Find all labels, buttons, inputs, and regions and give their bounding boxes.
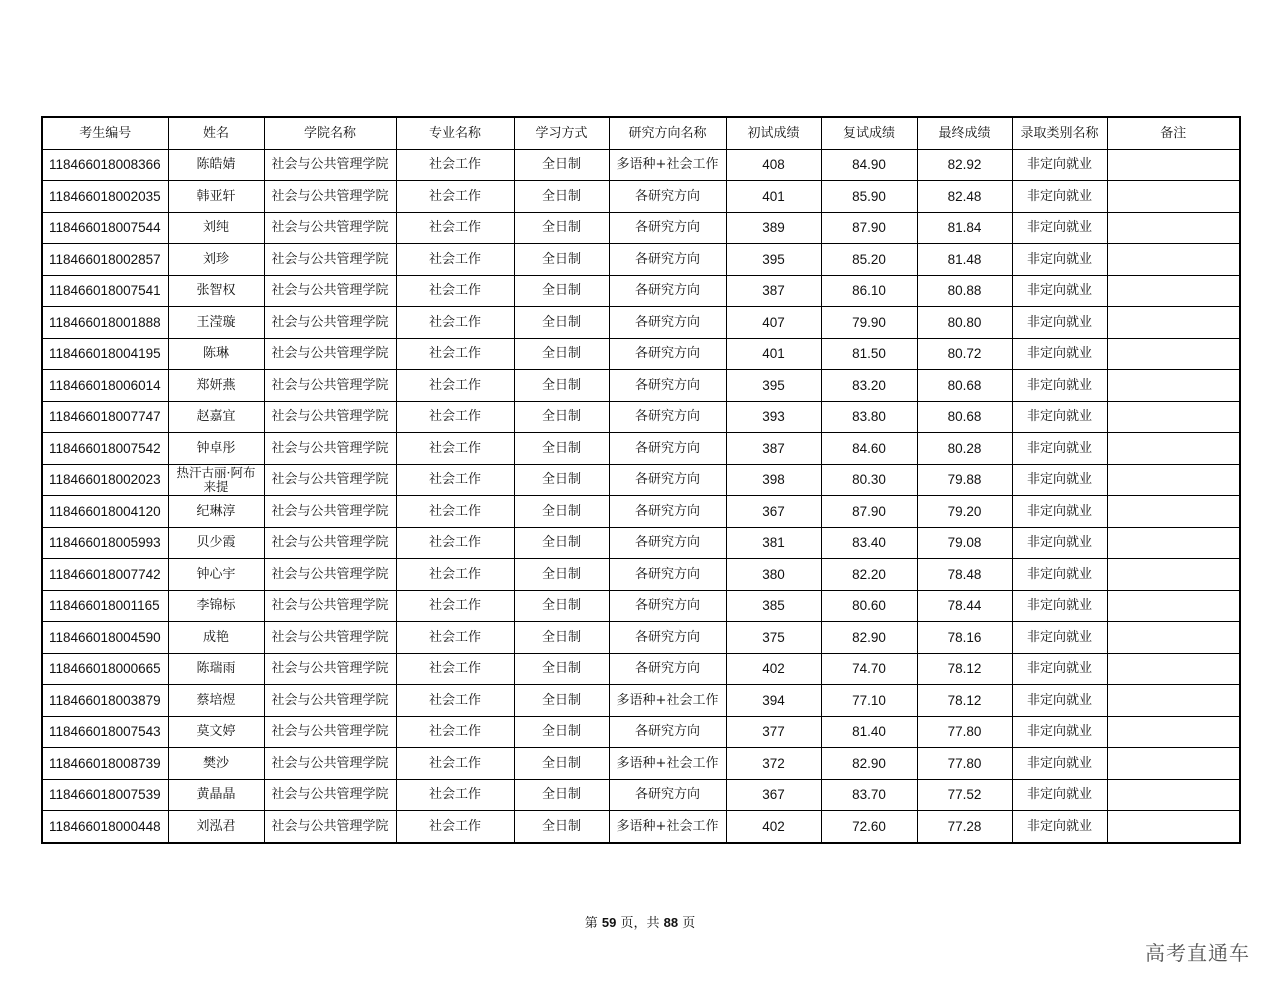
table-cell: 刘珍 <box>168 244 264 276</box>
table-cell: 87.90 <box>821 212 917 244</box>
table-cell: 118466018007541 <box>42 275 168 307</box>
table-cell: 社会工作 <box>396 559 514 591</box>
table-cell: 社会工作 <box>396 433 514 465</box>
table-cell: 刘纯 <box>168 212 264 244</box>
table-cell <box>1107 338 1240 370</box>
table-row <box>42 590 1240 622</box>
table-cell: 408 <box>726 149 821 181</box>
table-cell: 82.20 <box>821 559 917 591</box>
table-cell: 社会工作 <box>396 401 514 433</box>
footer-middle: 页，共 <box>620 916 660 931</box>
table-cell <box>1107 370 1240 402</box>
table-cell: 80.72 <box>917 338 1012 370</box>
table-cell: 118466018000448 <box>42 811 168 843</box>
table-cell: 社会工作 <box>396 181 514 213</box>
table-row <box>42 685 1240 717</box>
table-cell <box>1107 307 1240 339</box>
table-cell: 78.12 <box>917 653 1012 685</box>
table-cell: 非定向就业 <box>1012 685 1107 717</box>
table-cell: 社会与公共管理学院 <box>264 496 396 528</box>
table-cell: 社会与公共管理学院 <box>264 433 396 465</box>
table-cell: 全日制 <box>514 307 609 339</box>
table-cell: 非定向就业 <box>1012 244 1107 276</box>
table-cell: 非定向就业 <box>1012 590 1107 622</box>
table-cell: 380 <box>726 559 821 591</box>
table-cell: 社会工作 <box>396 464 514 496</box>
table-cell: 79.08 <box>917 527 1012 559</box>
table-row <box>42 527 1240 559</box>
table-row <box>42 181 1240 213</box>
table-cell: 80.80 <box>917 307 1012 339</box>
column-header: 最终成绩 <box>917 117 1012 149</box>
column-header: 专业名称 <box>396 117 514 149</box>
table-cell: 社会工作 <box>396 653 514 685</box>
table-cell: 社会与公共管理学院 <box>264 307 396 339</box>
table-row <box>42 275 1240 307</box>
table-row <box>42 338 1240 370</box>
table-cell: 各研究方向 <box>609 338 726 370</box>
table-cell: 多语种+社会工作 <box>609 748 726 780</box>
table-cell <box>1107 181 1240 213</box>
table-cell: 非定向就业 <box>1012 622 1107 654</box>
table-body <box>42 149 1240 843</box>
table-cell: 非定向就业 <box>1012 307 1107 339</box>
table-cell: 非定向就业 <box>1012 653 1107 685</box>
table-cell: 389 <box>726 212 821 244</box>
table-cell: 118466018006014 <box>42 370 168 402</box>
table-cell: 社会与公共管理学院 <box>264 275 396 307</box>
table-cell: 375 <box>726 622 821 654</box>
table-cell: 非定向就业 <box>1012 464 1107 496</box>
table-cell: 全日制 <box>514 401 609 433</box>
table-cell: 社会与公共管理学院 <box>264 748 396 780</box>
table-cell: 81.48 <box>917 244 1012 276</box>
table-cell: 79.20 <box>917 496 1012 528</box>
total-page-number: 88 <box>663 915 679 930</box>
footer-prefix: 第 <box>584 916 598 931</box>
table-cell: 118466018004590 <box>42 622 168 654</box>
table-cell: 赵嘉宜 <box>168 401 264 433</box>
table-cell: 全日制 <box>514 149 609 181</box>
table-cell: 118466018007742 <box>42 559 168 591</box>
table-cell: 83.80 <box>821 401 917 433</box>
table-cell: 社会工作 <box>396 685 514 717</box>
table-cell: 社会与公共管理学院 <box>264 149 396 181</box>
table-cell: 402 <box>726 653 821 685</box>
table-cell <box>1107 653 1240 685</box>
table-cell: 85.20 <box>821 244 917 276</box>
table-cell: 各研究方向 <box>609 653 726 685</box>
table-cell <box>1107 149 1240 181</box>
table-cell: 成艳 <box>168 622 264 654</box>
table-header-row <box>42 117 1240 149</box>
table-cell: 非定向就业 <box>1012 401 1107 433</box>
table-cell: 非定向就业 <box>1012 338 1107 370</box>
table-cell: 非定向就业 <box>1012 716 1107 748</box>
table-cell: 纪琳淳 <box>168 496 264 528</box>
table-cell: 各研究方向 <box>609 496 726 528</box>
table-cell: 78.48 <box>917 559 1012 591</box>
table-cell: 全日制 <box>514 622 609 654</box>
table-cell: 社会与公共管理学院 <box>264 779 396 811</box>
table-cell: 社会工作 <box>396 370 514 402</box>
table-cell: 非定向就业 <box>1012 811 1107 843</box>
table-row <box>42 149 1240 181</box>
table-cell <box>1107 433 1240 465</box>
table-cell: 80.28 <box>917 433 1012 465</box>
column-header: 学院名称 <box>264 117 396 149</box>
table-cell: 全日制 <box>514 496 609 528</box>
table-cell: 陈瑞雨 <box>168 653 264 685</box>
table-cell: 118466018007747 <box>42 401 168 433</box>
table-cell: 82.92 <box>917 149 1012 181</box>
table-cell: 李锦标 <box>168 590 264 622</box>
table-cell: 非定向就业 <box>1012 496 1107 528</box>
table-cell: 395 <box>726 244 821 276</box>
table-cell: 82.90 <box>821 748 917 780</box>
table-cell: 社会与公共管理学院 <box>264 401 396 433</box>
table-cell: 社会与公共管理学院 <box>264 338 396 370</box>
table-cell: 全日制 <box>514 685 609 717</box>
table-cell: 各研究方向 <box>609 401 726 433</box>
table-cell <box>1107 401 1240 433</box>
table-cell: 非定向就业 <box>1012 181 1107 213</box>
table-cell: 非定向就业 <box>1012 748 1107 780</box>
table-cell: 367 <box>726 779 821 811</box>
table-cell: 82.90 <box>821 622 917 654</box>
table-cell: 387 <box>726 433 821 465</box>
table-row <box>42 622 1240 654</box>
table-cell: 74.70 <box>821 653 917 685</box>
table-cell: 118466018008366 <box>42 149 168 181</box>
column-header: 考生编号 <box>42 117 168 149</box>
table-row <box>42 811 1240 843</box>
table-cell: 77.80 <box>917 716 1012 748</box>
table-cell: 72.60 <box>821 811 917 843</box>
table-row <box>42 244 1240 276</box>
table-cell: 118466018007542 <box>42 433 168 465</box>
column-header: 备注 <box>1107 117 1240 149</box>
column-header: 录取类别名称 <box>1012 117 1107 149</box>
table-cell: 各研究方向 <box>609 559 726 591</box>
table-cell <box>1107 275 1240 307</box>
table-cell: 各研究方向 <box>609 244 726 276</box>
table-cell: 118466018008739 <box>42 748 168 780</box>
table-cell: 陈琳 <box>168 338 264 370</box>
table-cell: 118466018002023 <box>42 464 168 496</box>
table-cell <box>1107 685 1240 717</box>
table-cell: 黄晶晶 <box>168 779 264 811</box>
table-cell: 80.68 <box>917 401 1012 433</box>
table-cell: 78.12 <box>917 685 1012 717</box>
table-cell: 韩亚轩 <box>168 181 264 213</box>
table-row <box>42 748 1240 780</box>
table-cell: 86.10 <box>821 275 917 307</box>
table-cell: 钟卓彤 <box>168 433 264 465</box>
table-cell: 全日制 <box>514 653 609 685</box>
table-cell: 全日制 <box>514 464 609 496</box>
table-cell: 社会与公共管理学院 <box>264 559 396 591</box>
table-cell: 全日制 <box>514 590 609 622</box>
table-row <box>42 370 1240 402</box>
table-cell: 367 <box>726 496 821 528</box>
table-cell: 各研究方向 <box>609 622 726 654</box>
table-cell <box>1107 244 1240 276</box>
table-cell: 贝少霞 <box>168 527 264 559</box>
table-cell: 社会工作 <box>396 748 514 780</box>
table-cell <box>1107 527 1240 559</box>
table-cell: 各研究方向 <box>609 212 726 244</box>
table-row <box>42 307 1240 339</box>
table-cell: 各研究方向 <box>609 181 726 213</box>
table-cell: 77.52 <box>917 779 1012 811</box>
table-cell: 全日制 <box>514 433 609 465</box>
table-row <box>42 433 1240 465</box>
table-cell: 84.90 <box>821 149 917 181</box>
table-cell: 83.20 <box>821 370 917 402</box>
table-cell: 全日制 <box>514 527 609 559</box>
table-cell: 83.40 <box>821 527 917 559</box>
table-cell: 莫文婷 <box>168 716 264 748</box>
admission-table <box>41 116 1241 844</box>
table-cell: 77.80 <box>917 748 1012 780</box>
table-cell: 407 <box>726 307 821 339</box>
table-cell: 118466018002857 <box>42 244 168 276</box>
table-cell: 78.16 <box>917 622 1012 654</box>
table-cell: 80.68 <box>917 370 1012 402</box>
table-cell: 各研究方向 <box>609 590 726 622</box>
table-cell: 全日制 <box>514 748 609 780</box>
table-cell: 社会工作 <box>396 779 514 811</box>
table-cell: 全日制 <box>514 275 609 307</box>
column-header: 研究方向名称 <box>609 117 726 149</box>
table-cell: 多语种+社会工作 <box>609 685 726 717</box>
page-footer <box>0 912 1280 931</box>
table-cell <box>1107 212 1240 244</box>
table-cell: 118466018007543 <box>42 716 168 748</box>
table-row <box>42 464 1240 496</box>
table-cell: 118466018004195 <box>42 338 168 370</box>
table-cell: 377 <box>726 716 821 748</box>
table-cell: 118466018002035 <box>42 181 168 213</box>
table-cell: 全日制 <box>514 212 609 244</box>
table-cell: 各研究方向 <box>609 464 726 496</box>
table-cell <box>1107 716 1240 748</box>
table-cell <box>1107 622 1240 654</box>
table-cell: 全日制 <box>514 338 609 370</box>
table-cell: 各研究方向 <box>609 527 726 559</box>
table-cell: 81.40 <box>821 716 917 748</box>
table-cell: 118466018003879 <box>42 685 168 717</box>
table-cell: 王滢璇 <box>168 307 264 339</box>
table-cell: 78.44 <box>917 590 1012 622</box>
watermark-text: 高考直通车 <box>1145 941 1250 965</box>
table-cell: 社会工作 <box>396 338 514 370</box>
column-header: 初试成绩 <box>726 117 821 149</box>
table-cell: 非定向就业 <box>1012 275 1107 307</box>
footer-suffix: 页 <box>682 916 696 931</box>
table-row <box>42 779 1240 811</box>
table-cell: 80.60 <box>821 590 917 622</box>
table-cell: 118466018000665 <box>42 653 168 685</box>
current-page-number: 59 <box>601 915 617 930</box>
table-cell: 非定向就业 <box>1012 779 1107 811</box>
table-cell: 社会与公共管理学院 <box>264 590 396 622</box>
table-cell: 81.50 <box>821 338 917 370</box>
table-cell: 各研究方向 <box>609 307 726 339</box>
table-cell: 社会工作 <box>396 622 514 654</box>
table-cell: 刘泓君 <box>168 811 264 843</box>
table-cell <box>1107 464 1240 496</box>
table-cell: 社会工作 <box>396 811 514 843</box>
table-row <box>42 653 1240 685</box>
table-cell: 各研究方向 <box>609 433 726 465</box>
table-cell: 陈皓婧 <box>168 149 264 181</box>
table-cell: 79.90 <box>821 307 917 339</box>
column-header: 复试成绩 <box>821 117 917 149</box>
table-cell: 全日制 <box>514 811 609 843</box>
table-row <box>42 401 1240 433</box>
table-cell: 401 <box>726 338 821 370</box>
table-row <box>42 212 1240 244</box>
table-cell: 社会与公共管理学院 <box>264 653 396 685</box>
table-row <box>42 559 1240 591</box>
table-cell: 394 <box>726 685 821 717</box>
table-cell: 118466018004120 <box>42 496 168 528</box>
table-cell: 社会工作 <box>396 590 514 622</box>
table-cell: 社会工作 <box>396 496 514 528</box>
table-cell: 社会工作 <box>396 212 514 244</box>
table-cell: 社会工作 <box>396 149 514 181</box>
table-cell: 樊沙 <box>168 748 264 780</box>
table-cell: 各研究方向 <box>609 779 726 811</box>
table-cell: 社会与公共管理学院 <box>264 811 396 843</box>
table-cell: 社会与公共管理学院 <box>264 370 396 402</box>
table-cell: 83.70 <box>821 779 917 811</box>
table-cell: 全日制 <box>514 559 609 591</box>
table-cell: 118466018001165 <box>42 590 168 622</box>
table-cell: 全日制 <box>514 779 609 811</box>
column-header: 学习方式 <box>514 117 609 149</box>
table-cell: 社会与公共管理学院 <box>264 622 396 654</box>
table-cell: 社会工作 <box>396 527 514 559</box>
table-cell: 社会与公共管理学院 <box>264 685 396 717</box>
table-cell: 381 <box>726 527 821 559</box>
table-cell <box>1107 590 1240 622</box>
table-cell <box>1107 748 1240 780</box>
table-cell: 77.28 <box>917 811 1012 843</box>
table-cell: 非定向就业 <box>1012 370 1107 402</box>
table-cell: 社会与公共管理学院 <box>264 244 396 276</box>
table-cell: 社会与公共管理学院 <box>264 716 396 748</box>
table-cell: 87.90 <box>821 496 917 528</box>
table-cell: 热汗古丽·阿布来提 <box>168 464 264 496</box>
table-cell: 各研究方向 <box>609 716 726 748</box>
table-cell: 全日制 <box>514 244 609 276</box>
table-cell: 402 <box>726 811 821 843</box>
table-cell: 全日制 <box>514 716 609 748</box>
table-cell: 85.90 <box>821 181 917 213</box>
table-cell: 社会与公共管理学院 <box>264 464 396 496</box>
table-cell: 393 <box>726 401 821 433</box>
table-cell: 社会工作 <box>396 275 514 307</box>
table-cell: 372 <box>726 748 821 780</box>
table-cell: 77.10 <box>821 685 917 717</box>
table-cell: 社会工作 <box>396 716 514 748</box>
table-cell <box>1107 559 1240 591</box>
table-cell: 80.88 <box>917 275 1012 307</box>
table-cell: 张智权 <box>168 275 264 307</box>
table-cell: 非定向就业 <box>1012 433 1107 465</box>
table-cell <box>1107 811 1240 843</box>
table-cell: 398 <box>726 464 821 496</box>
table-cell: 多语种+社会工作 <box>609 149 726 181</box>
table-cell: 81.84 <box>917 212 1012 244</box>
table-cell: 郑妍燕 <box>168 370 264 402</box>
table-cell: 118466018007539 <box>42 779 168 811</box>
table-cell: 多语种+社会工作 <box>609 811 726 843</box>
table-cell: 非定向就业 <box>1012 149 1107 181</box>
table-cell: 社会工作 <box>396 244 514 276</box>
table-cell: 82.48 <box>917 181 1012 213</box>
table-cell: 社会与公共管理学院 <box>264 527 396 559</box>
table-cell: 社会与公共管理学院 <box>264 212 396 244</box>
table-cell: 395 <box>726 370 821 402</box>
table-cell: 80.30 <box>821 464 917 496</box>
table-cell <box>1107 496 1240 528</box>
table-cell: 387 <box>726 275 821 307</box>
table-cell: 118466018005993 <box>42 527 168 559</box>
table-cell: 非定向就业 <box>1012 527 1107 559</box>
table-cell: 79.88 <box>917 464 1012 496</box>
table-cell: 蔡培煜 <box>168 685 264 717</box>
table-cell: 401 <box>726 181 821 213</box>
table-row <box>42 496 1240 528</box>
table-cell: 非定向就业 <box>1012 559 1107 591</box>
table-cell: 118466018001888 <box>42 307 168 339</box>
table-row <box>42 716 1240 748</box>
table-cell: 118466018007544 <box>42 212 168 244</box>
table-cell: 钟心宇 <box>168 559 264 591</box>
table-cell: 84.60 <box>821 433 917 465</box>
table-cell: 全日制 <box>514 181 609 213</box>
table-cell: 非定向就业 <box>1012 212 1107 244</box>
column-header: 姓名 <box>168 117 264 149</box>
table-cell: 社会工作 <box>396 307 514 339</box>
table-cell: 社会与公共管理学院 <box>264 181 396 213</box>
table-cell: 全日制 <box>514 370 609 402</box>
table-cell: 各研究方向 <box>609 275 726 307</box>
table-cell: 各研究方向 <box>609 370 726 402</box>
table-cell <box>1107 779 1240 811</box>
table-cell: 385 <box>726 590 821 622</box>
